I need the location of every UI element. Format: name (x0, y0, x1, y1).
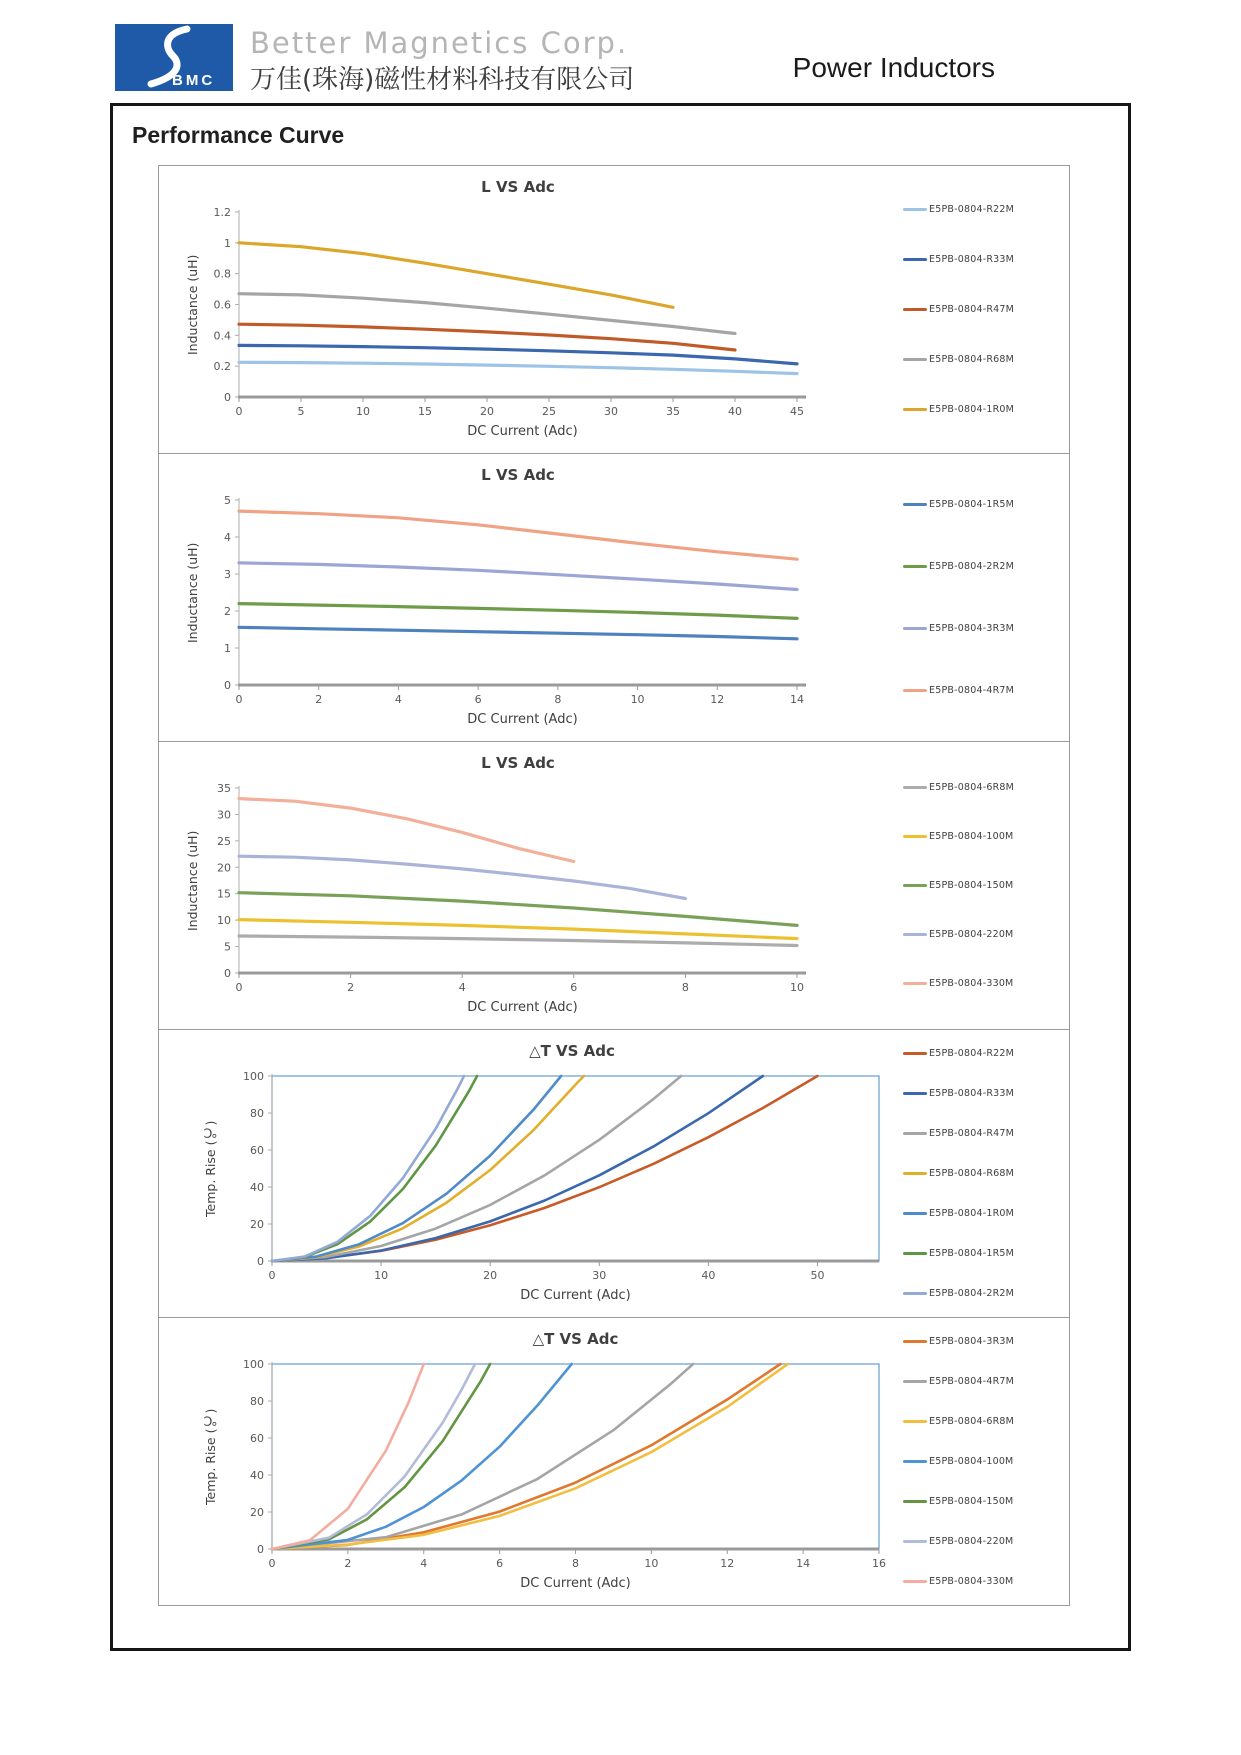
x-tick-label: 2 (347, 981, 355, 994)
y-axis-label: Inductance (uH) (185, 254, 200, 355)
legend-swatch-icon (903, 1172, 927, 1176)
legend-label: E5PB-0804-R47M (929, 1128, 1015, 1139)
x-axis-title: DC Current (Adc) (467, 1000, 578, 1015)
x-tick-label: 10 (790, 981, 804, 994)
series-line-E5PB-0804-2R2M (239, 604, 797, 619)
legend-swatch-icon (903, 1540, 927, 1544)
x-tick-label: 10 (356, 405, 370, 418)
legend-label: E5PB-0804-150M (929, 1496, 1014, 1507)
legend-item (903, 622, 1053, 635)
x-axis-title: DC Current (Adc) (520, 1576, 631, 1591)
chart-panel-5 (159, 1318, 1069, 1605)
y-tick-label: 0 (257, 1255, 264, 1268)
x-tick-label: 30 (604, 405, 618, 418)
legend-item (903, 1287, 1053, 1300)
y-tick-label: 2 (224, 605, 231, 618)
legend-item (903, 879, 1053, 892)
x-tick-label: 40 (701, 1269, 716, 1282)
y-axis-label: Temp. Rise (℃) (203, 1120, 218, 1217)
legend-swatch-icon (903, 1132, 927, 1136)
y-tick-label: 0.4 (213, 329, 231, 343)
legend-swatch-icon (903, 1252, 927, 1256)
legend-item (903, 1455, 1053, 1468)
legend-item (903, 1167, 1053, 1180)
y-axis-label: Inductance (uH) (185, 830, 200, 931)
series-line-E5PB-0804-1R5M (272, 1076, 477, 1261)
chart-title: △T VS Adc (532, 1330, 619, 1348)
chart-plot (189, 1354, 889, 1604)
legend-swatch-icon (903, 1092, 927, 1096)
y-tick-label: 100 (243, 1358, 264, 1371)
y-tick-label: 20 (250, 1506, 264, 1519)
legend-label: E5PB-0804-100M (929, 1456, 1014, 1467)
x-tick-label: 0 (235, 693, 243, 706)
legend-swatch-icon (903, 689, 927, 693)
x-tick-label: 50 (810, 1269, 825, 1282)
chart-title: L VS Adc (481, 466, 555, 484)
x-tick-label: 4 (420, 1557, 428, 1570)
x-tick-label: 4 (458, 981, 466, 994)
chart-plot (189, 1066, 889, 1316)
y-tick-label: 1 (224, 642, 231, 655)
x-tick-label: 12 (710, 693, 725, 706)
series-line-E5PB-0804-220M (272, 1364, 475, 1549)
legend-item (903, 203, 1053, 216)
series-line-E5PB-0804-4R7M (239, 511, 797, 559)
x-tick-label: 20 (480, 405, 494, 418)
legend-label: E5PB-0804-150M (929, 880, 1014, 891)
y-tick-label: 20 (250, 1218, 264, 1231)
series-line-E5PB-0804-100M (272, 1364, 572, 1549)
y-tick-label: 40 (250, 1469, 264, 1482)
series-line-E5PB-0804-3R3M (239, 563, 797, 590)
legend-swatch-icon (903, 308, 927, 312)
series-line-E5PB-0804-6R8M (239, 936, 797, 946)
legend-swatch-icon (903, 1052, 927, 1056)
x-axis-title: DC Current (Adc) (520, 1288, 631, 1303)
x-tick-label: 0 (235, 981, 243, 994)
company-name-en: Better Magnetics Corp. (250, 26, 629, 60)
series-line-E5PB-0804-1R5M (239, 627, 797, 639)
legend-swatch-icon (903, 1212, 927, 1216)
x-axis-title: DC Current (Adc) (467, 712, 578, 727)
legend-item (903, 498, 1053, 511)
product-category-title: Power Inductors (792, 52, 995, 83)
legend-label: E5PB-0804-220M (929, 1536, 1014, 1547)
logo-text: BMC (172, 72, 216, 89)
legend-item (903, 1375, 1053, 1388)
x-tick-label: 2 (315, 693, 323, 706)
y-tick-label: 1.2 (213, 206, 231, 219)
legend-item (903, 1087, 1053, 1100)
x-tick-label: 40 (728, 405, 742, 418)
logo-s-curve-icon (115, 24, 233, 91)
y-tick-label: 15 (217, 887, 231, 901)
series-line-E5PB-0804-330M (272, 1364, 424, 1549)
legend-label: E5PB-0804-R22M (929, 204, 1015, 215)
legend-item (903, 253, 1053, 266)
legend-swatch-icon (903, 1292, 927, 1296)
legend-item (903, 403, 1053, 416)
legend-swatch-icon (903, 208, 927, 212)
legend-item (903, 560, 1053, 573)
x-tick-label: 2 (344, 1557, 352, 1570)
legend-label: E5PB-0804-330M (929, 978, 1014, 989)
chart-title: △T VS Adc (529, 1042, 615, 1060)
series-line-E5PB-0804-1R0M (272, 1076, 561, 1261)
legend-label: E5PB-0804-220M (929, 929, 1014, 940)
legend-label: E5PB-0804-R22M (929, 1048, 1015, 1059)
y-tick-label: 0 (257, 1543, 264, 1556)
chart-plot (189, 778, 889, 1028)
legend-label: E5PB-0804-R47M (929, 304, 1015, 315)
y-tick-label: 5 (224, 940, 231, 954)
legend-label: E5PB-0804-330M (929, 1576, 1014, 1587)
y-tick-label: 80 (250, 1395, 264, 1408)
chart-panel-2 (159, 454, 1069, 742)
x-tick-label: 8 (681, 981, 689, 994)
legend-item (903, 928, 1053, 941)
legend-label: E5PB-0804-6R8M (929, 1416, 1015, 1427)
chart-plot (189, 202, 889, 452)
legend-label: E5PB-0804-3R3M (929, 1336, 1015, 1347)
series-line-E5PB-0804-R22M (239, 362, 797, 373)
legend-label: E5PB-0804-1R0M (929, 1208, 1015, 1219)
x-tick-label: 8 (572, 1557, 579, 1570)
legend-label: E5PB-0804-4R7M (929, 685, 1015, 696)
x-tick-label: 6 (570, 981, 578, 994)
legend-label: E5PB-0804-4R7M (929, 1376, 1015, 1387)
x-tick-label: 0 (268, 1557, 276, 1570)
x-axis-title: DC Current (Adc) (467, 424, 578, 439)
y-tick-label: 25 (217, 834, 231, 848)
y-tick-label: 40 (250, 1181, 264, 1194)
chart-legend (903, 1030, 1053, 1317)
x-tick-label: 12 (720, 1557, 735, 1570)
legend-item (903, 303, 1053, 316)
legend-item (903, 684, 1053, 697)
chart-legend (903, 742, 1053, 1029)
series-line-E5PB-0804-2R2M (272, 1076, 464, 1261)
legend-label: E5PB-0804-100M (929, 831, 1014, 842)
legend-swatch-icon (903, 1380, 927, 1384)
legend-swatch-icon (903, 786, 927, 790)
legend-swatch-icon (903, 1460, 927, 1464)
legend-label: E5PB-0804-R68M (929, 1168, 1015, 1179)
legend-item (903, 1335, 1053, 1348)
legend-label: E5PB-0804-1R5M (929, 1248, 1015, 1259)
legend-swatch-icon (903, 1340, 927, 1344)
x-tick-label: 4 (394, 693, 402, 706)
legend-item (903, 1575, 1053, 1588)
x-tick-label: 25 (542, 405, 556, 418)
x-tick-label: 14 (796, 1557, 811, 1570)
legend-label: E5PB-0804-3R3M (929, 623, 1015, 634)
chart-panel-4 (159, 1030, 1069, 1318)
legend-swatch-icon (903, 1580, 927, 1584)
x-tick-label: 35 (666, 405, 680, 418)
legend-swatch-icon (903, 565, 927, 569)
chart-title: L VS Adc (481, 178, 555, 196)
y-tick-label: 20 (217, 861, 231, 875)
x-tick-label: 15 (418, 405, 432, 418)
y-tick-label: 0 (224, 679, 231, 692)
x-tick-label: 10 (374, 1269, 389, 1282)
legend-item (903, 353, 1053, 366)
x-tick-label: 16 (872, 1557, 886, 1570)
y-tick-label: 100 (243, 1070, 264, 1083)
y-tick-label: 60 (250, 1144, 264, 1157)
series-line-E5PB-0804-3R3M (272, 1364, 780, 1549)
y-tick-label: 0.6 (213, 298, 231, 312)
chart-panel-3 (159, 742, 1069, 1030)
legend-item (903, 1495, 1053, 1508)
legend-item (903, 1047, 1053, 1060)
legend-swatch-icon (903, 1420, 927, 1424)
y-tick-label: 5 (224, 494, 231, 507)
y-tick-label: 0.8 (213, 267, 231, 281)
company-name-cn: 万佳(珠海)磁性材料科技有限公司 (250, 65, 635, 95)
page-title: Performance Curve (132, 122, 345, 148)
y-tick-label: 60 (250, 1432, 264, 1445)
y-tick-label: 80 (250, 1107, 264, 1120)
legend-swatch-icon (903, 358, 927, 362)
legend-label: E5PB-0804-2R2M (929, 561, 1015, 572)
x-tick-label: 8 (554, 693, 562, 706)
legend-label: E5PB-0804-R33M (929, 254, 1015, 265)
chart-title: L VS Adc (481, 754, 555, 772)
legend-swatch-icon (903, 933, 927, 937)
series-line-E5PB-0804-6R8M (272, 1364, 788, 1549)
y-tick-label: 0 (224, 967, 231, 980)
legend-swatch-icon (903, 982, 927, 986)
y-tick-label: 1 (224, 236, 231, 250)
legend-item (903, 1415, 1053, 1428)
plot-border (272, 1076, 879, 1261)
chart-panel-1 (159, 166, 1069, 454)
y-axis-label: Temp. Rise (℃) (203, 1408, 218, 1505)
x-tick-label: 6 (474, 693, 482, 706)
series-line-E5PB-0804-R68M (239, 294, 735, 334)
x-tick-label: 10 (630, 693, 645, 706)
series-line-E5PB-0804-1R0M (239, 243, 673, 307)
y-tick-label: 4 (224, 531, 231, 544)
series-line-E5PB-0804-R33M (272, 1076, 763, 1261)
y-tick-label: 10 (217, 914, 231, 928)
legend-item (903, 830, 1053, 843)
legend-item (903, 1535, 1053, 1548)
y-tick-label: 35 (217, 782, 231, 795)
x-tick-label: 20 (483, 1269, 498, 1282)
legend-label: E5PB-0804-2R2M (929, 1288, 1015, 1299)
legend-swatch-icon (903, 1500, 927, 1504)
legend-label: E5PB-0804-1R5M (929, 499, 1015, 510)
x-tick-label: 45 (790, 405, 804, 418)
series-line-E5PB-0804-330M (239, 799, 574, 862)
legend-swatch-icon (903, 503, 927, 507)
x-tick-label: 5 (297, 405, 305, 418)
y-tick-label: 0 (224, 391, 231, 404)
series-line-E5PB-0804-220M (239, 856, 685, 898)
chart-legend (903, 1318, 1053, 1605)
legend-item (903, 1247, 1053, 1260)
x-tick-label: 10 (644, 1557, 659, 1570)
x-tick-label: 14 (790, 693, 804, 706)
bmc-logo (115, 24, 233, 91)
x-tick-label: 6 (496, 1557, 504, 1570)
x-tick-label: 30 (592, 1269, 607, 1282)
legend-swatch-icon (903, 884, 927, 888)
legend-label: E5PB-0804-1R0M (929, 404, 1015, 415)
chart-plot (189, 490, 889, 740)
x-tick-label: 0 (235, 405, 243, 418)
legend-swatch-icon (903, 627, 927, 631)
chart-legend (903, 166, 1053, 453)
charts-stack (158, 165, 1070, 1606)
chart-legend (903, 454, 1053, 741)
legend-label: E5PB-0804-6R8M (929, 782, 1015, 793)
legend-item (903, 1207, 1053, 1220)
legend-item (903, 781, 1053, 794)
legend-label: E5PB-0804-R33M (929, 1088, 1015, 1099)
legend-item (903, 1127, 1053, 1140)
legend-item (903, 977, 1053, 990)
y-axis-label: Inductance (uH) (185, 542, 200, 643)
legend-swatch-icon (903, 258, 927, 262)
x-tick-label: 0 (268, 1269, 276, 1282)
y-tick-label: 0.2 (213, 360, 231, 374)
legend-swatch-icon (903, 835, 927, 839)
legend-swatch-icon (903, 408, 927, 412)
y-tick-label: 30 (217, 808, 231, 822)
y-tick-label: 3 (224, 568, 231, 581)
legend-label: E5PB-0804-R68M (929, 354, 1015, 365)
